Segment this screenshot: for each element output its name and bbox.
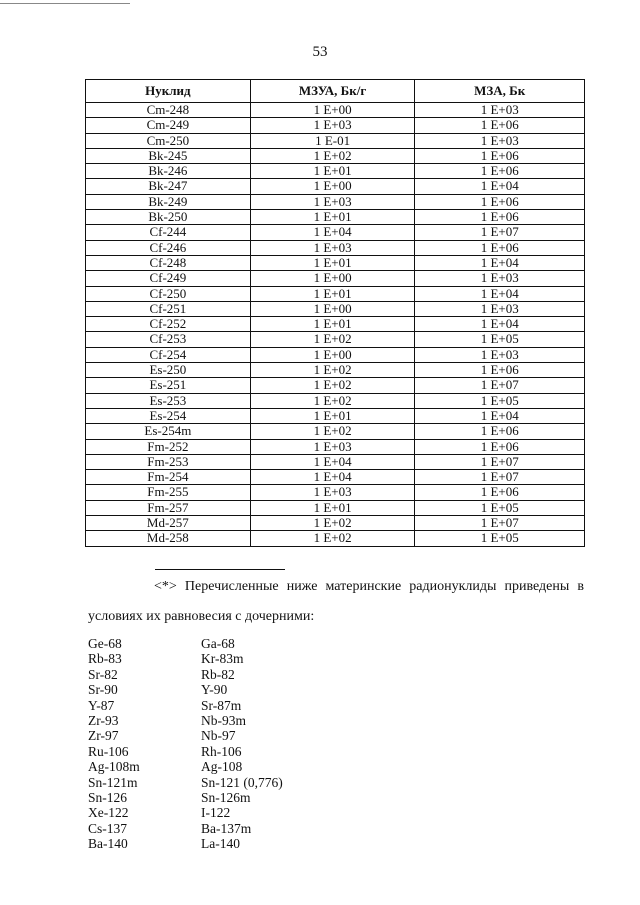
cell-activity: 1 E+06 <box>415 424 585 439</box>
scan-top-rule <box>0 3 130 4</box>
table-row <box>86 255 585 270</box>
daughter-nuclide: Kr-83m <box>201 651 244 667</box>
cell-activity: 1 E+06 <box>415 485 585 500</box>
cell-activity: 1 E+06 <box>415 210 585 225</box>
cell-activity: 1 E+06 <box>415 148 585 163</box>
cell-nuclide: Cf-253 <box>86 332 251 347</box>
table-row <box>86 240 585 255</box>
cell-activity: 1 E+07 <box>415 470 585 485</box>
list-item <box>88 821 283 836</box>
parent-nuclide: Ru-106 <box>88 743 129 759</box>
parent-nuclide: Sr-82 <box>88 666 118 682</box>
list-item <box>88 713 283 728</box>
daughter-nuclide: Sn-121 (0,776) <box>201 774 283 790</box>
cell-nuclide: Cm-250 <box>86 133 251 148</box>
cell-activity-concentration: 1 E+01 <box>250 210 415 225</box>
cell-activity-concentration: 1 E+03 <box>250 194 415 209</box>
table-row <box>86 103 585 118</box>
table-row <box>86 454 585 469</box>
header-nuclide: Нуклид <box>86 80 251 103</box>
parent-nuclide: Sr-90 <box>88 682 118 698</box>
list-item <box>88 728 283 743</box>
cell-activity-concentration: 1 E+00 <box>250 179 415 194</box>
cell-activity-concentration: 1 E+01 <box>250 164 415 179</box>
cell-nuclide: Bk-247 <box>86 179 251 194</box>
cell-nuclide: Es-250 <box>86 363 251 378</box>
table-row <box>86 179 585 194</box>
header-activity: МЗА, Бк <box>415 80 585 103</box>
cell-activity: 1 E+06 <box>415 363 585 378</box>
table-row <box>86 317 585 332</box>
list-item <box>88 744 283 759</box>
list-item <box>88 759 283 774</box>
cell-activity: 1 E+03 <box>415 103 585 118</box>
cell-nuclide: Cm-249 <box>86 118 251 133</box>
table-row <box>86 133 585 148</box>
footnote-text: <*> Перечисленные ниже материнские радионуклиды приведены в условиях их равновесия с дочерними: <box>88 579 584 624</box>
cell-activity-concentration: 1 E+04 <box>250 454 415 469</box>
parent-nuclide: Ge-68 <box>88 636 122 651</box>
table-row <box>86 271 585 286</box>
cell-activity-concentration: 1 E+02 <box>250 393 415 408</box>
list-item <box>88 682 283 697</box>
parent-nuclide: Cs-137 <box>88 820 128 836</box>
table-row <box>86 470 585 485</box>
table-row <box>86 347 585 362</box>
table-row <box>86 531 585 546</box>
cell-activity-concentration: 1 E+02 <box>250 363 415 378</box>
list-item <box>88 667 283 682</box>
cell-activity: 1 E+03 <box>415 271 585 286</box>
cell-activity: 1 E+06 <box>415 240 585 255</box>
cell-activity: 1 E+06 <box>415 439 585 454</box>
daughter-nuclide: Nb-93m <box>201 713 246 729</box>
cell-nuclide: Es-254 <box>86 408 251 423</box>
cell-activity: 1 E+05 <box>415 500 585 515</box>
parent-nuclide: Y-87 <box>88 697 115 713</box>
daughter-nuclide: Sn-126m <box>201 790 251 806</box>
cell-nuclide: Cf-249 <box>86 271 251 286</box>
daughter-nuclide: Rh-106 <box>201 743 242 759</box>
cell-nuclide: Bk-250 <box>86 210 251 225</box>
daughter-nuclide: Ga-68 <box>201 636 235 651</box>
cell-activity-concentration: 1 E+02 <box>250 424 415 439</box>
cell-activity: 1 E+07 <box>415 516 585 531</box>
cell-nuclide: Fm-257 <box>86 500 251 515</box>
list-item <box>88 651 283 666</box>
table-row <box>86 500 585 515</box>
cell-activity: 1 E+04 <box>415 255 585 270</box>
table-row <box>86 164 585 179</box>
cell-activity-concentration: 1 E+02 <box>250 148 415 163</box>
parent-nuclide: Ag-108m <box>88 759 140 775</box>
cell-activity: 1 E+04 <box>415 286 585 301</box>
cell-nuclide: Cf-251 <box>86 301 251 316</box>
cell-activity-concentration: 1 E-01 <box>250 133 415 148</box>
parent-nuclide: Xe-122 <box>88 805 129 821</box>
daughter-nuclide: Sr-87m <box>201 697 242 713</box>
table-row <box>86 210 585 225</box>
table-row <box>86 332 585 347</box>
cell-nuclide: Fm-255 <box>86 485 251 500</box>
table-row <box>86 148 585 163</box>
cell-nuclide: Cf-244 <box>86 225 251 240</box>
cell-activity-concentration: 1 E+02 <box>250 531 415 546</box>
table-row <box>86 516 585 531</box>
cell-activity: 1 E+07 <box>415 454 585 469</box>
cell-activity-concentration: 1 E+03 <box>250 439 415 454</box>
cell-activity-concentration: 1 E+01 <box>250 500 415 515</box>
list-item <box>88 636 283 651</box>
daughter-nuclide: Nb-97 <box>201 728 236 744</box>
table-row <box>86 485 585 500</box>
daughter-nuclide: La-140 <box>201 836 240 852</box>
parent-nuclide: Ba-140 <box>88 836 128 852</box>
parent-daughter-list <box>88 636 283 852</box>
table-row <box>86 439 585 454</box>
cell-activity: 1 E+06 <box>415 118 585 133</box>
cell-nuclide: Cm-248 <box>86 103 251 118</box>
cell-nuclide: Cf-250 <box>86 286 251 301</box>
cell-activity-concentration: 1 E+02 <box>250 378 415 393</box>
table-row <box>86 194 585 209</box>
table-row <box>86 424 585 439</box>
cell-activity-concentration: 1 E+01 <box>250 408 415 423</box>
cell-nuclide: Es-254m <box>86 424 251 439</box>
cell-activity-concentration: 1 E+00 <box>250 271 415 286</box>
cell-activity-concentration: 1 E+01 <box>250 317 415 332</box>
cell-activity-concentration: 1 E+03 <box>250 240 415 255</box>
cell-activity-concentration: 1 E+04 <box>250 470 415 485</box>
daughter-nuclide: Ag-108 <box>201 759 243 775</box>
cell-nuclide: Fm-252 <box>86 439 251 454</box>
page-number: 53 <box>312 44 328 60</box>
cell-nuclide: Bk-246 <box>86 164 251 179</box>
cell-nuclide: Bk-245 <box>86 148 251 163</box>
daughter-nuclide: Ba-137m <box>201 820 252 836</box>
cell-activity: 1 E+06 <box>415 194 585 209</box>
header-activity-concentration: МЗУА, Бк/г <box>250 80 415 103</box>
list-item <box>88 698 283 713</box>
cell-activity: 1 E+03 <box>415 133 585 148</box>
cell-activity: 1 E+05 <box>415 393 585 408</box>
cell-nuclide: Md-257 <box>86 516 251 531</box>
list-item <box>88 790 283 805</box>
list-item <box>88 775 283 790</box>
parent-nuclide: Sn-121m <box>88 774 138 790</box>
cell-nuclide: Es-251 <box>86 378 251 393</box>
daughter-nuclide: Rb-82 <box>201 666 235 682</box>
cell-activity: 1 E+05 <box>415 531 585 546</box>
cell-activity: 1 E+04 <box>415 408 585 423</box>
table-row <box>86 118 585 133</box>
cell-activity: 1 E+07 <box>415 225 585 240</box>
parent-nuclide: Zr-97 <box>88 728 119 744</box>
list-item <box>88 836 283 851</box>
cell-nuclide: Md-258 <box>86 531 251 546</box>
list-item <box>88 805 283 820</box>
cell-activity-concentration: 1 E+04 <box>250 225 415 240</box>
table-row <box>86 408 585 423</box>
cell-activity: 1 E+04 <box>415 317 585 332</box>
daughter-nuclide: Y-90 <box>201 682 228 698</box>
cell-nuclide: Cf-248 <box>86 255 251 270</box>
parent-nuclide: Rb-83 <box>88 651 122 667</box>
cell-activity: 1 E+05 <box>415 332 585 347</box>
cell-activity: 1 E+07 <box>415 378 585 393</box>
table-row <box>86 363 585 378</box>
cell-nuclide: Cf-254 <box>86 347 251 362</box>
table-row <box>86 378 585 393</box>
daughter-nuclide: I-122 <box>201 805 231 821</box>
footnote-separator <box>155 569 285 570</box>
cell-activity-concentration: 1 E+00 <box>250 103 415 118</box>
cell-activity: 1 E+04 <box>415 179 585 194</box>
table-header-row <box>86 80 585 103</box>
cell-activity-concentration: 1 E+02 <box>250 516 415 531</box>
table-body <box>86 103 585 547</box>
cell-activity-concentration: 1 E+02 <box>250 332 415 347</box>
parent-nuclide: Sn-126 <box>88 790 128 806</box>
cell-activity-concentration: 1 E+03 <box>250 485 415 500</box>
cell-activity-concentration: 1 E+01 <box>250 255 415 270</box>
table-row <box>86 225 585 240</box>
table-row <box>86 301 585 316</box>
cell-nuclide: Es-253 <box>86 393 251 408</box>
cell-activity: 1 E+03 <box>415 301 585 316</box>
cell-activity-concentration: 1 E+01 <box>250 286 415 301</box>
parent-nuclide: Zr-93 <box>88 713 119 729</box>
cell-nuclide: Bk-249 <box>86 194 251 209</box>
nuclide-table <box>85 79 585 547</box>
cell-activity-concentration: 1 E+00 <box>250 347 415 362</box>
cell-activity-concentration: 1 E+03 <box>250 118 415 133</box>
table-row <box>86 393 585 408</box>
cell-activity: 1 E+03 <box>415 347 585 362</box>
table-row <box>86 286 585 301</box>
cell-nuclide: Fm-253 <box>86 454 251 469</box>
cell-nuclide: Cf-252 <box>86 317 251 332</box>
cell-nuclide: Fm-254 <box>86 470 251 485</box>
cell-nuclide: Cf-246 <box>86 240 251 255</box>
cell-activity: 1 E+06 <box>415 164 585 179</box>
cell-activity-concentration: 1 E+00 <box>250 301 415 316</box>
